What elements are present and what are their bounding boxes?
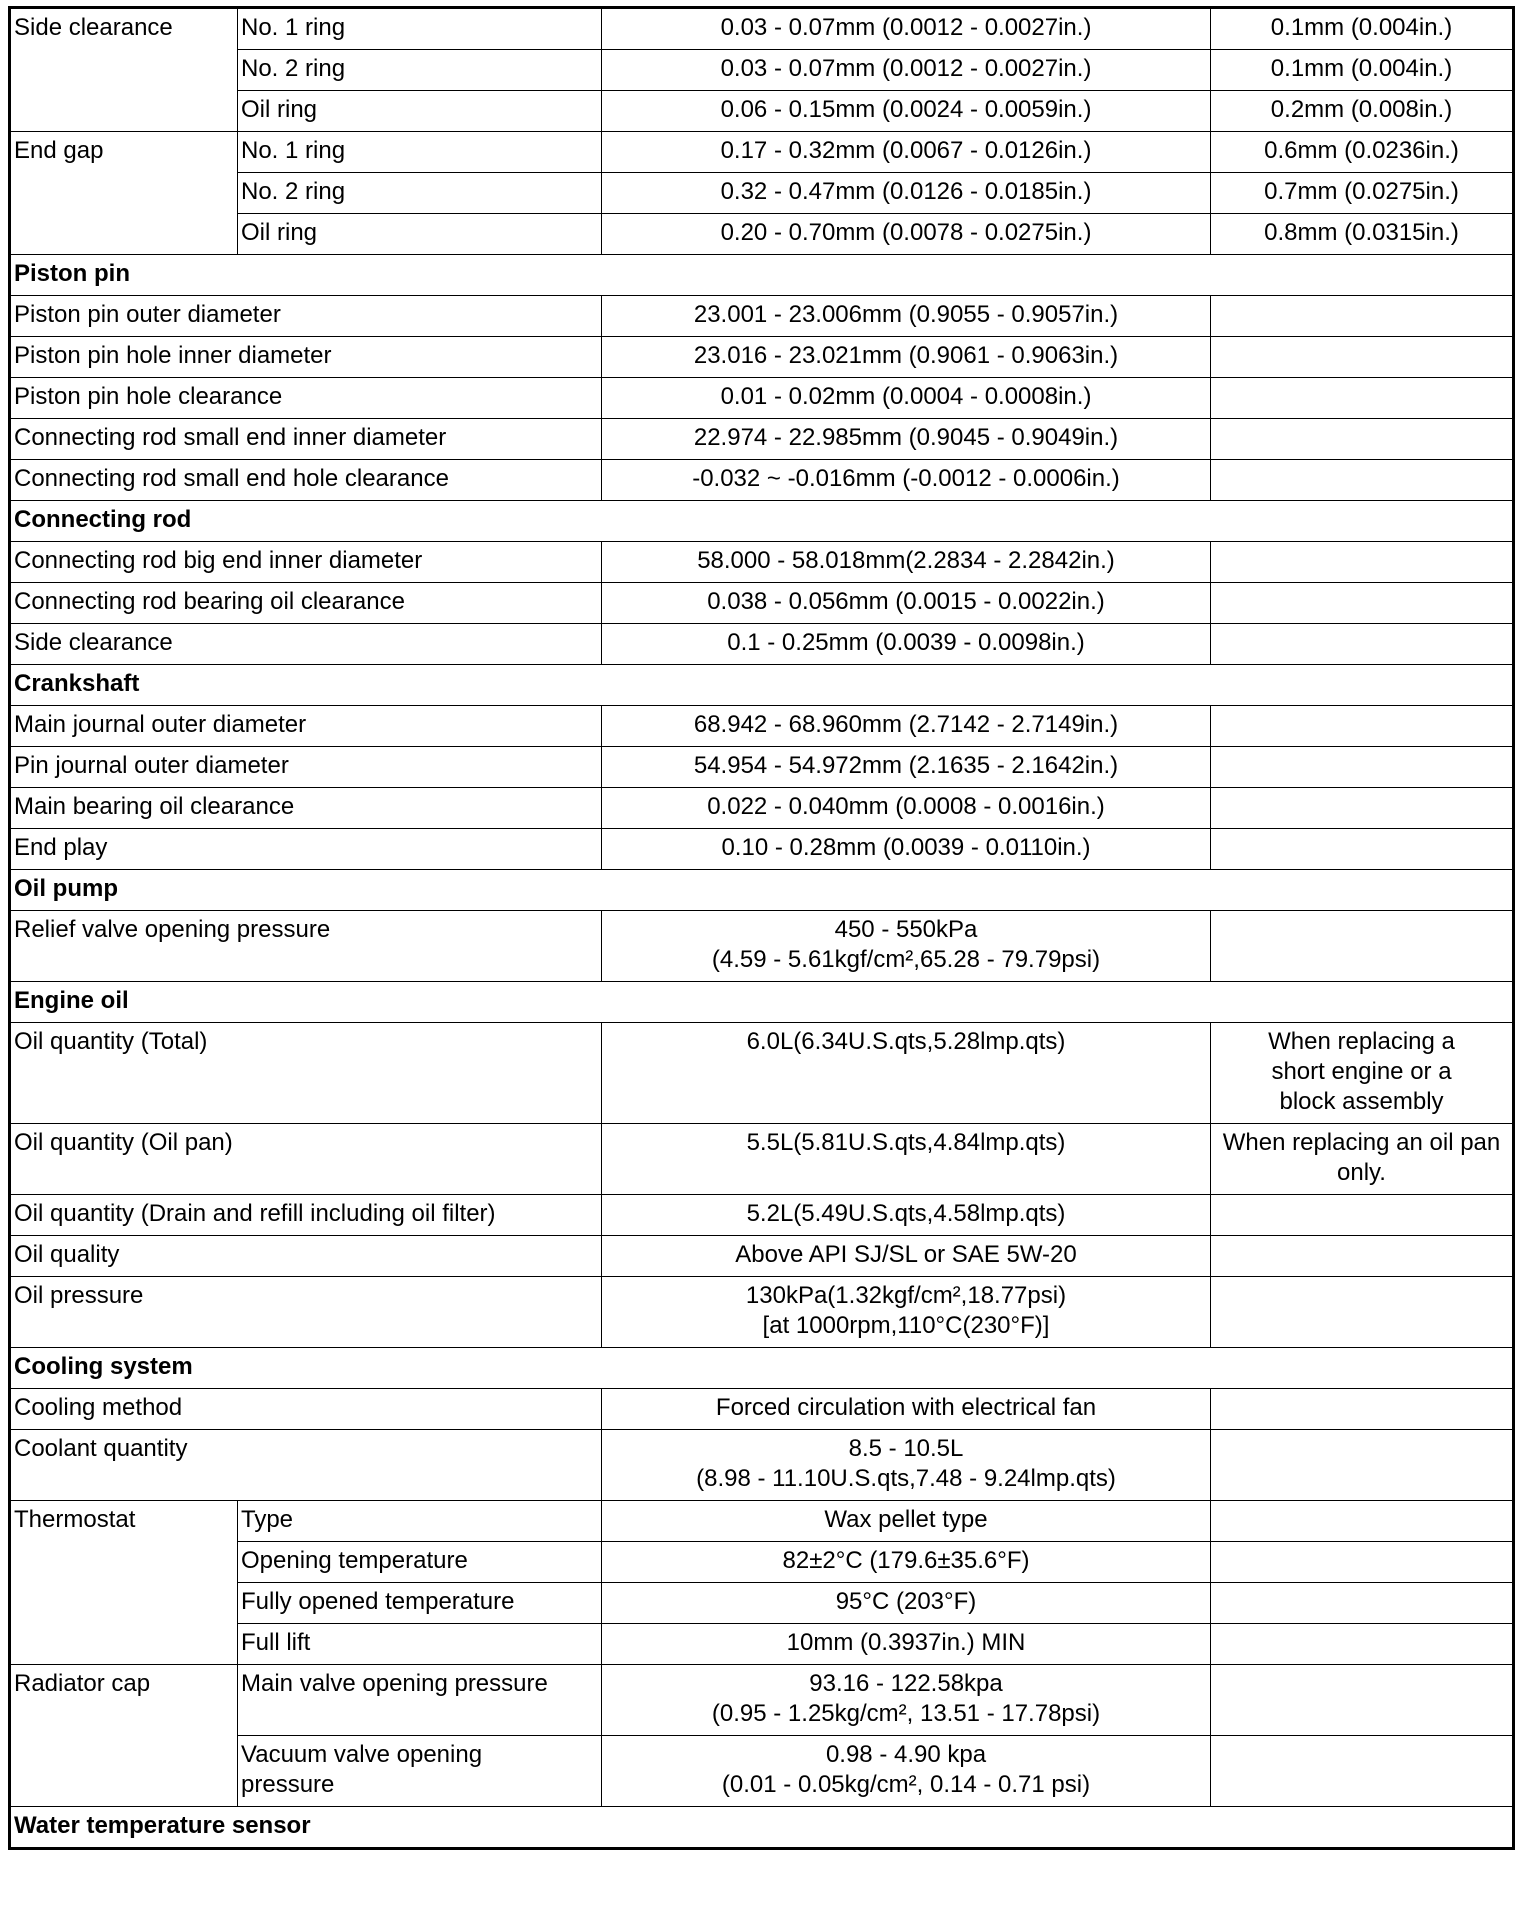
limit-value: [1211, 542, 1514, 583]
spec-subitem-label: Opening temperature: [238, 1542, 602, 1583]
limit-value: 0.7mm (0.0275in.): [1211, 173, 1514, 214]
spec-subitem-label: No. 2 ring: [238, 50, 602, 91]
spec-item-label: Connecting rod big end inner diameter: [10, 542, 602, 583]
spec-item-label: Piston pin hole inner diameter: [10, 337, 602, 378]
limit-value: 0.1mm (0.004in.): [1211, 50, 1514, 91]
limit-value: [1211, 706, 1514, 747]
spec-row: [10, 8, 1514, 50]
spec-row: [10, 911, 1514, 982]
spec-item-label: Pin journal outer diameter: [10, 747, 602, 788]
limit-value: 0.1mm (0.004in.): [1211, 8, 1514, 50]
spec-value: -0.032 ~ -0.016mm (-0.0012 - 0.0006in.): [602, 460, 1211, 501]
spec-row: [10, 747, 1514, 788]
spec-value: Wax pellet type: [602, 1501, 1211, 1542]
spec-subitem-label: No. 1 ring: [238, 132, 602, 173]
spec-item-label: Oil quantity (Oil pan): [10, 1124, 602, 1195]
spec-table-body: [10, 8, 1514, 1849]
spec-value: 0.03 - 0.07mm (0.0012 - 0.0027in.): [602, 50, 1211, 91]
spec-row: [10, 706, 1514, 747]
spec-value: 68.942 - 68.960mm (2.7142 - 2.7149in.): [602, 706, 1211, 747]
spec-row: [10, 460, 1514, 501]
spec-row: [10, 419, 1514, 460]
spec-value: 10mm (0.3937in.) MIN: [602, 1624, 1211, 1665]
spec-value: 22.974 - 22.985mm (0.9045 - 0.9049in.): [602, 419, 1211, 460]
spec-subitem-label: Main valve opening pressure: [238, 1665, 602, 1736]
spec-value: 0.03 - 0.07mm (0.0012 - 0.0027in.): [602, 8, 1211, 50]
limit-value: [1211, 296, 1514, 337]
spec-value: 0.98 - 4.90 kpa (0.01 - 0.05kg/cm², 0.14 - 0.71 psi): [602, 1736, 1211, 1807]
spec-item-label: Piston pin hole clearance: [10, 378, 602, 419]
spec-subitem-label: Fully opened temperature: [238, 1583, 602, 1624]
spec-value: 82±2°C (179.6±35.6°F): [602, 1542, 1211, 1583]
spec-row: [10, 296, 1514, 337]
spec-item-label: Oil quantity (Drain and refill including oil filter): [10, 1195, 602, 1236]
spec-value: Forced circulation with electrical fan: [602, 1389, 1211, 1430]
spec-item-label: Oil quantity (Total): [10, 1023, 602, 1124]
spec-item-label: Connecting rod bearing oil clearance: [10, 583, 602, 624]
section-title: Cooling system: [10, 1348, 1514, 1389]
spec-value: 95°C (203°F): [602, 1583, 1211, 1624]
spec-value: 0.20 - 0.70mm (0.0078 - 0.0275in.): [602, 214, 1211, 255]
spec-value: 0.10 - 0.28mm (0.0039 - 0.0110in.): [602, 829, 1211, 870]
limit-value: [1211, 460, 1514, 501]
spec-item-label: Cooling method: [10, 1389, 602, 1430]
limit-value: [1211, 1277, 1514, 1348]
spec-value: 0.01 - 0.02mm (0.0004 - 0.0008in.): [602, 378, 1211, 419]
spec-item-label: Side clearance: [10, 624, 602, 665]
spec-row: [10, 624, 1514, 665]
spec-value: 0.06 - 0.15mm (0.0024 - 0.0059in.): [602, 91, 1211, 132]
spec-item-label: Connecting rod small end hole clearance: [10, 460, 602, 501]
spec-item-label: Oil pressure: [10, 1277, 602, 1348]
limit-value: [1211, 378, 1514, 419]
spec-row: [10, 1023, 1514, 1124]
limit-value: 0.2mm (0.008in.): [1211, 91, 1514, 132]
spec-row: [10, 1277, 1514, 1348]
section-title: Piston pin: [10, 255, 1514, 296]
spec-subitem-label: Oil ring: [238, 91, 602, 132]
spec-value: 23.001 - 23.006mm (0.9055 - 0.9057in.): [602, 296, 1211, 337]
spec-item-label: Piston pin outer diameter: [10, 296, 602, 337]
limit-value: [1211, 1430, 1514, 1501]
spec-value: 130kPa(1.32kgf/cm²,18.77psi) [at 1000rpm,110°C(230°F)]: [602, 1277, 1211, 1348]
limit-value: [1211, 337, 1514, 378]
limit-value: [1211, 1195, 1514, 1236]
spec-subitem-label: Oil ring: [238, 214, 602, 255]
limit-value: [1211, 1542, 1514, 1583]
spec-value: 450 - 550kPa (4.59 - 5.61kgf/cm²,65.28 - 79.79psi): [602, 911, 1211, 982]
section-header-row: [10, 665, 1514, 706]
spec-subitem-label: Vacuum valve opening pressure: [238, 1736, 602, 1807]
spec-value: 5.2L(5.49U.S.qts,4.58lmp.qts): [602, 1195, 1211, 1236]
section-header-row: [10, 1348, 1514, 1389]
limit-value: When replacing a short engine or a block assembly: [1211, 1023, 1514, 1124]
spec-row: [10, 132, 1514, 173]
spec-subitem-label: Type: [238, 1501, 602, 1542]
spec-group-label: Side clearance: [10, 8, 238, 132]
spec-item-label: Oil quality: [10, 1236, 602, 1277]
limit-value: [1211, 1736, 1514, 1807]
spec-row: [10, 1501, 1514, 1542]
spec-subitem-label: No. 2 ring: [238, 173, 602, 214]
section-header-row: [10, 501, 1514, 542]
section-title: Water temperature sensor: [10, 1807, 1514, 1849]
limit-value: [1211, 1583, 1514, 1624]
limit-value: [1211, 911, 1514, 982]
spec-row: [10, 1430, 1514, 1501]
limit-value: When replacing an oil pan only.: [1211, 1124, 1514, 1195]
spec-subitem-label: No. 1 ring: [238, 8, 602, 50]
section-title: Crankshaft: [10, 665, 1514, 706]
section-header-row: [10, 870, 1514, 911]
limit-value: [1211, 1389, 1514, 1430]
limit-value: [1211, 1624, 1514, 1665]
spec-value: Above API SJ/SL or SAE 5W-20: [602, 1236, 1211, 1277]
spec-row: [10, 337, 1514, 378]
spec-value: 0.038 - 0.056mm (0.0015 - 0.0022in.): [602, 583, 1211, 624]
spec-row: [10, 583, 1514, 624]
limit-value: [1211, 747, 1514, 788]
limit-value: [1211, 583, 1514, 624]
spec-item-label: Relief valve opening pressure: [10, 911, 602, 982]
spec-item-label: Connecting rod small end inner diameter: [10, 419, 602, 460]
spec-value: 0.1 - 0.25mm (0.0039 - 0.0098in.): [602, 624, 1211, 665]
spec-value: 23.016 - 23.021mm (0.9061 - 0.9063in.): [602, 337, 1211, 378]
spec-table: [8, 6, 1515, 1850]
limit-value: 0.6mm (0.0236in.): [1211, 132, 1514, 173]
spec-group-label: Radiator cap: [10, 1665, 238, 1807]
limit-value: [1211, 624, 1514, 665]
spec-item-label: Coolant quantity: [10, 1430, 602, 1501]
limit-value: [1211, 1236, 1514, 1277]
spec-item-label: Main bearing oil clearance: [10, 788, 602, 829]
limit-value: [1211, 788, 1514, 829]
spec-value: 54.954 - 54.972mm (2.1635 - 2.1642in.): [602, 747, 1211, 788]
section-header-row: [10, 982, 1514, 1023]
spec-value: 0.32 - 0.47mm (0.0126 - 0.0185in.): [602, 173, 1211, 214]
spec-value: 93.16 - 122.58kpa (0.95 - 1.25kg/cm², 13.51 - 17.78psi): [602, 1665, 1211, 1736]
spec-value: 0.022 - 0.040mm (0.0008 - 0.0016in.): [602, 788, 1211, 829]
spec-item-label: Main journal outer diameter: [10, 706, 602, 747]
spec-row: [10, 788, 1514, 829]
limit-value: [1211, 829, 1514, 870]
spec-subitem-label: Full lift: [238, 1624, 602, 1665]
spec-value: 5.5L(5.81U.S.qts,4.84lmp.qts): [602, 1124, 1211, 1195]
limit-value: [1211, 419, 1514, 460]
spec-row: [10, 1665, 1514, 1736]
spec-group-label: Thermostat: [10, 1501, 238, 1665]
spec-value: 6.0L(6.34U.S.qts,5.28lmp.qts): [602, 1023, 1211, 1124]
spec-row: [10, 1195, 1514, 1236]
section-header-row: [10, 1807, 1514, 1849]
spec-value: 58.000 - 58.018mm(2.2834 - 2.2842in.): [602, 542, 1211, 583]
section-title: Engine oil: [10, 982, 1514, 1023]
spec-row: [10, 1389, 1514, 1430]
spec-row: [10, 1236, 1514, 1277]
spec-table-container: [8, 6, 1512, 1850]
section-title: Connecting rod: [10, 501, 1514, 542]
spec-item-label: End play: [10, 829, 602, 870]
spec-value: 8.5 - 10.5L (8.98 - 11.10U.S.qts,7.48 - 9.24lmp.qts): [602, 1430, 1211, 1501]
spec-row: [10, 378, 1514, 419]
section-title: Oil pump: [10, 870, 1514, 911]
spec-value: 0.17 - 0.32mm (0.0067 - 0.0126in.): [602, 132, 1211, 173]
spec-row: [10, 542, 1514, 583]
limit-value: [1211, 1501, 1514, 1542]
spec-row: [10, 1124, 1514, 1195]
limit-value: [1211, 1665, 1514, 1736]
section-header-row: [10, 255, 1514, 296]
limit-value: 0.8mm (0.0315in.): [1211, 214, 1514, 255]
spec-group-label: End gap: [10, 132, 238, 255]
spec-row: [10, 829, 1514, 870]
